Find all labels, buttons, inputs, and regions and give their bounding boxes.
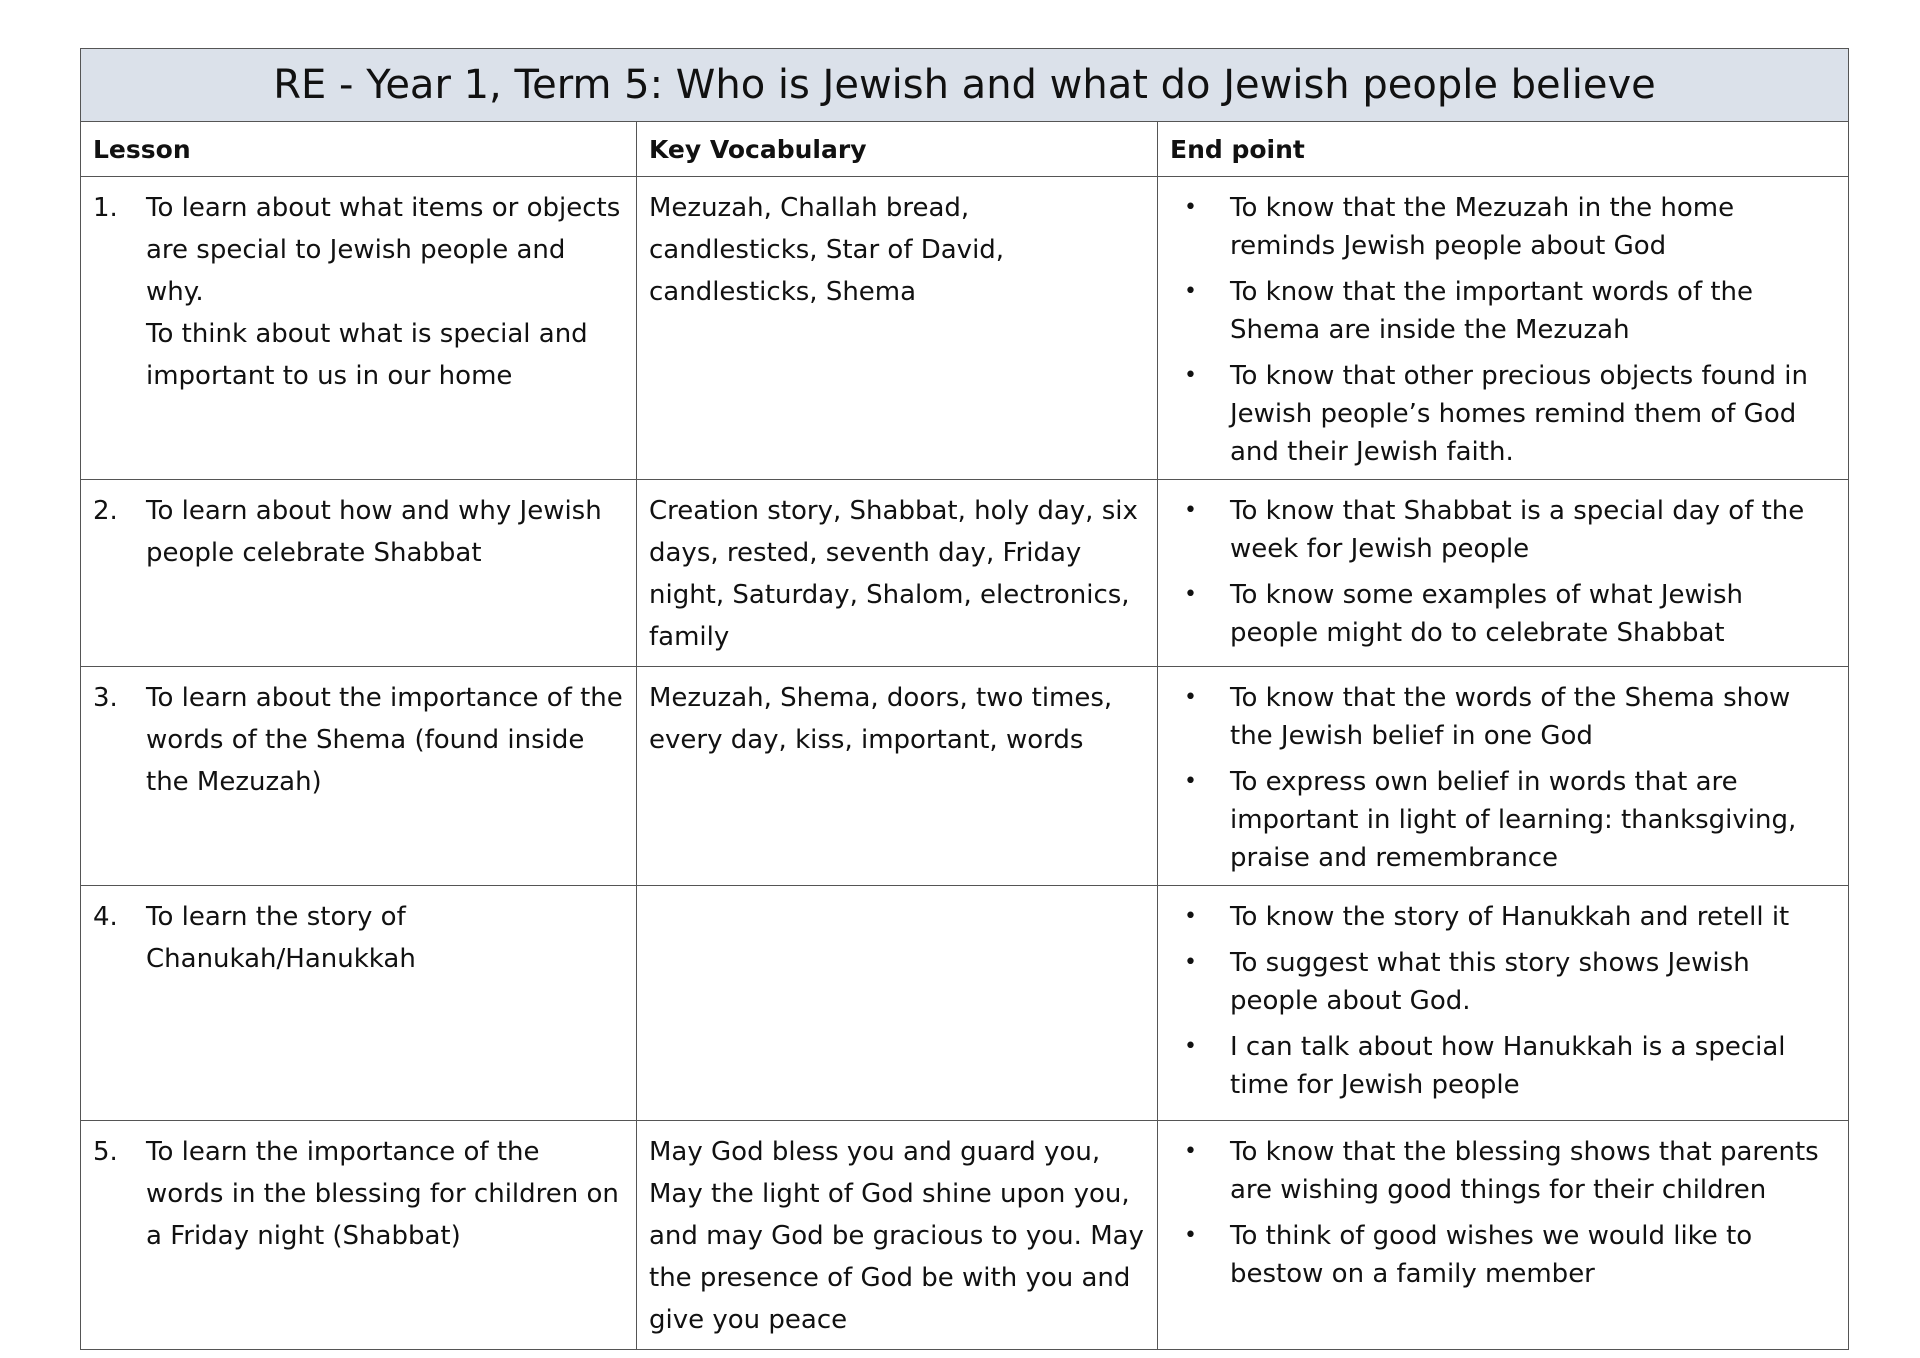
end-point-column-header: End point [1158, 122, 1849, 177]
lesson-objective-line: To think about what is special and important to us in our home [146, 319, 588, 391]
end-point-text: I can talk about how Hanukkah is a special time for Jewish people [1230, 1032, 1786, 1100]
vocabulary-column-header: Key Vocabulary [637, 122, 1158, 177]
bullet-icon: • [1184, 195, 1197, 220]
end-point-text: To know that other precious objects found in Jewish people’s homes remind them of God and their Jewish faith. [1230, 361, 1808, 467]
vocabulary-cell [637, 667, 1158, 886]
vocabulary-cell [637, 1121, 1158, 1350]
lesson-row [81, 667, 1849, 886]
vocabulary-text: and may God be gracious to you. May the presence of God be with you and give you peace [649, 1221, 1144, 1335]
lesson-objective [146, 896, 624, 980]
end-point-text: To know the story of Hanukkah and retell it [1230, 902, 1790, 932]
end-point-item [1170, 1028, 1836, 1104]
end-point-list [1170, 898, 1836, 1104]
end-point-list [1170, 189, 1836, 471]
lesson-plan-sheet [80, 48, 1848, 1350]
lesson-number: 1. [93, 193, 118, 223]
end-point-list [1170, 679, 1836, 877]
lesson-number: 5. [93, 1137, 118, 1167]
lesson-cell [81, 886, 637, 1121]
vocabulary-text: May the light of God shine upon you, [649, 1179, 1130, 1209]
end-point-text: To know some examples of what Jewish people might do to celebrate Shabbat [1230, 580, 1744, 648]
lesson-item [93, 896, 624, 980]
lesson-row [81, 886, 1849, 1121]
lesson-cell [81, 1121, 637, 1350]
end-point-text: To know that Shabbat is a special day of the week for Jewish people [1230, 496, 1805, 564]
bullet-icon: • [1184, 582, 1197, 607]
lesson-item [93, 677, 624, 803]
lesson-objective-line: To learn about what items or objects are special to Jewish people and why. [146, 193, 621, 307]
end-point-item [1170, 189, 1836, 265]
bullet-icon: • [1184, 685, 1197, 710]
lesson-objective [146, 677, 624, 803]
end-point-item [1170, 273, 1836, 349]
end-point-text: To suggest what this story shows Jewish people about God. [1230, 948, 1750, 1016]
document-title: RE - Year 1, Term 5: Who is Jewish and what do Jewish people believe [81, 49, 1849, 122]
bullet-icon: • [1184, 1034, 1197, 1059]
bullet-icon: • [1184, 363, 1197, 388]
end-point-item [1170, 357, 1836, 471]
header-row [81, 122, 1849, 177]
end-point-item [1170, 763, 1836, 877]
lesson-number: 2. [93, 496, 118, 526]
end-point-cell [1158, 667, 1849, 886]
title-row [81, 49, 1849, 122]
vocabulary-cell [637, 480, 1158, 667]
end-point-item [1170, 679, 1836, 755]
bullet-icon: • [1184, 1223, 1197, 1248]
end-point-item [1170, 492, 1836, 568]
lesson-objective [146, 187, 624, 397]
lesson-objective-line: To learn the story of Chanukah/Hanukkah [146, 902, 416, 974]
lesson-item [93, 187, 624, 397]
bullet-icon: • [1184, 950, 1197, 975]
lesson-number: 3. [93, 683, 118, 713]
lesson-number: 4. [93, 902, 118, 932]
end-point-text: To know that the words of the Shema show the Jewish belief in one God [1230, 683, 1791, 751]
end-point-cell [1158, 177, 1849, 480]
end-point-list [1170, 1133, 1836, 1293]
end-point-cell [1158, 1121, 1849, 1350]
lesson-row [81, 480, 1849, 667]
vocabulary-text: Mezuzah, Challah bread, candlesticks, Star of David, candlesticks, Shema [649, 193, 1005, 307]
lesson-cell [81, 667, 637, 886]
end-point-item [1170, 898, 1836, 936]
end-point-text: To know that the important words of the Shema are inside the Mezuzah [1230, 277, 1754, 345]
bullet-icon: • [1184, 1139, 1197, 1164]
end-point-item [1170, 1133, 1836, 1209]
end-point-text: To think of good wishes we would like to bestow on a family member [1230, 1221, 1753, 1289]
vocabulary-cell [637, 177, 1158, 480]
lesson-item [93, 490, 624, 574]
end-point-cell [1158, 886, 1849, 1121]
lesson-row [81, 1121, 1849, 1350]
lesson-rows [81, 177, 1849, 1350]
end-point-text: To know that the Mezuzah in the home reminds Jewish people about God [1230, 193, 1735, 261]
end-point-text: To express own belief in words that are important in light of learning: thanksgiving, praise and remembrance [1230, 767, 1797, 873]
lesson-objective-line: To learn about the importance of the words of the Shema (found inside the Mezuzah) [146, 683, 623, 797]
end-point-list [1170, 492, 1836, 652]
lesson-objective [146, 490, 624, 574]
end-point-item [1170, 944, 1836, 1020]
vocabulary-text: Creation story, Shabbat, holy day, six days, rested, seventh day, Friday night, Saturday, Shalom, electronics, family [649, 496, 1138, 652]
lesson-plan-table [80, 48, 1849, 1350]
bullet-icon: • [1184, 279, 1197, 304]
vocabulary-text: Mezuzah, Shema, doors, two times, every day, kiss, important, words [649, 683, 1113, 755]
vocabulary-cell [637, 886, 1158, 1121]
bullet-icon: • [1184, 904, 1197, 929]
end-point-cell [1158, 480, 1849, 667]
end-point-item [1170, 1217, 1836, 1293]
lesson-cell [81, 480, 637, 667]
lesson-item [93, 1131, 624, 1257]
lesson-column-header: Lesson [81, 122, 637, 177]
lesson-objective-line: To learn the importance of the words in the blessing for children on a Friday night (Shabbat) [146, 1137, 619, 1251]
bullet-icon: • [1184, 769, 1197, 794]
lesson-objective-line: To learn about how and why Jewish people celebrate Shabbat [146, 496, 602, 568]
lesson-row [81, 177, 1849, 480]
lesson-cell [81, 177, 637, 480]
bullet-icon: • [1184, 498, 1197, 523]
end-point-text: To know that the blessing shows that parents are wishing good things for their children [1230, 1137, 1819, 1205]
vocabulary-text: May God bless you and guard you, [649, 1137, 1101, 1167]
end-point-item [1170, 576, 1836, 652]
lesson-objective [146, 1131, 624, 1257]
